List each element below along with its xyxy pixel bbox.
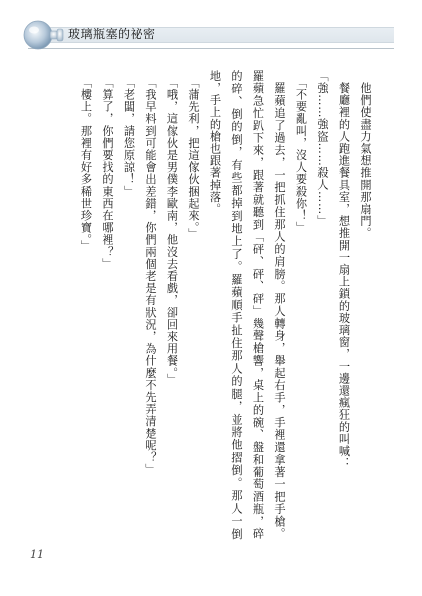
paragraph: 「樓上。那裡有好多稀世珍寶。」 xyxy=(79,70,93,253)
running-header xyxy=(0,0,422,60)
glass-bottle-stopper-icon xyxy=(20,14,66,54)
paragraph: 「我早料到可能會出差錯，你們兩個老是有狀況，為什麼不先弄清楚呢？」 xyxy=(144,70,157,476)
paragraph: 他們使盡力氣想推開那扇門。 xyxy=(359,70,372,240)
paragraph: 「強……強盜……殺人……」 xyxy=(316,70,329,228)
paragraph: 「蒲先利，把這傢伙捆起來。」 xyxy=(187,70,200,241)
paragraph: 「算了，你們要找的東西在哪裡？」 xyxy=(101,70,114,271)
paragraph: 「老闆，請您原諒！」 xyxy=(122,70,136,198)
book-title: 玻璃瓶塞的祕密 xyxy=(68,27,156,41)
paragraph: 「不要亂叫，沒人要殺你！」 xyxy=(294,70,308,234)
paragraph: 羅蘋追了過去，一把抓住那人的肩膀。那人轉身，舉起右手，手裡還拿著一把手槍。羅蘋急忙趴下來，跟著就聽到「砰、砰、砰」幾聲槍響，桌上的碗、盤和葡萄酒瓶，碎的碎、倒的倒，有些都掉到地上了。羅蘋順手扯住那人的腿，並將他摺倒。那人一倒地，手上的槍也跟著掉落。 xyxy=(208,70,286,540)
paragraph: 「哦，這傢伙是男僕李歐南，他沒去看戲，卻回來用餐。」 xyxy=(165,70,179,386)
header-rule xyxy=(28,48,394,49)
page-number: 11 xyxy=(30,548,44,561)
body-text xyxy=(62,70,376,540)
paragraph: 餐廳裡的人跑進餐具室，想推開一扇上鎖的玻璃窗，一邊還瘋狂的叫喊： xyxy=(337,70,351,470)
